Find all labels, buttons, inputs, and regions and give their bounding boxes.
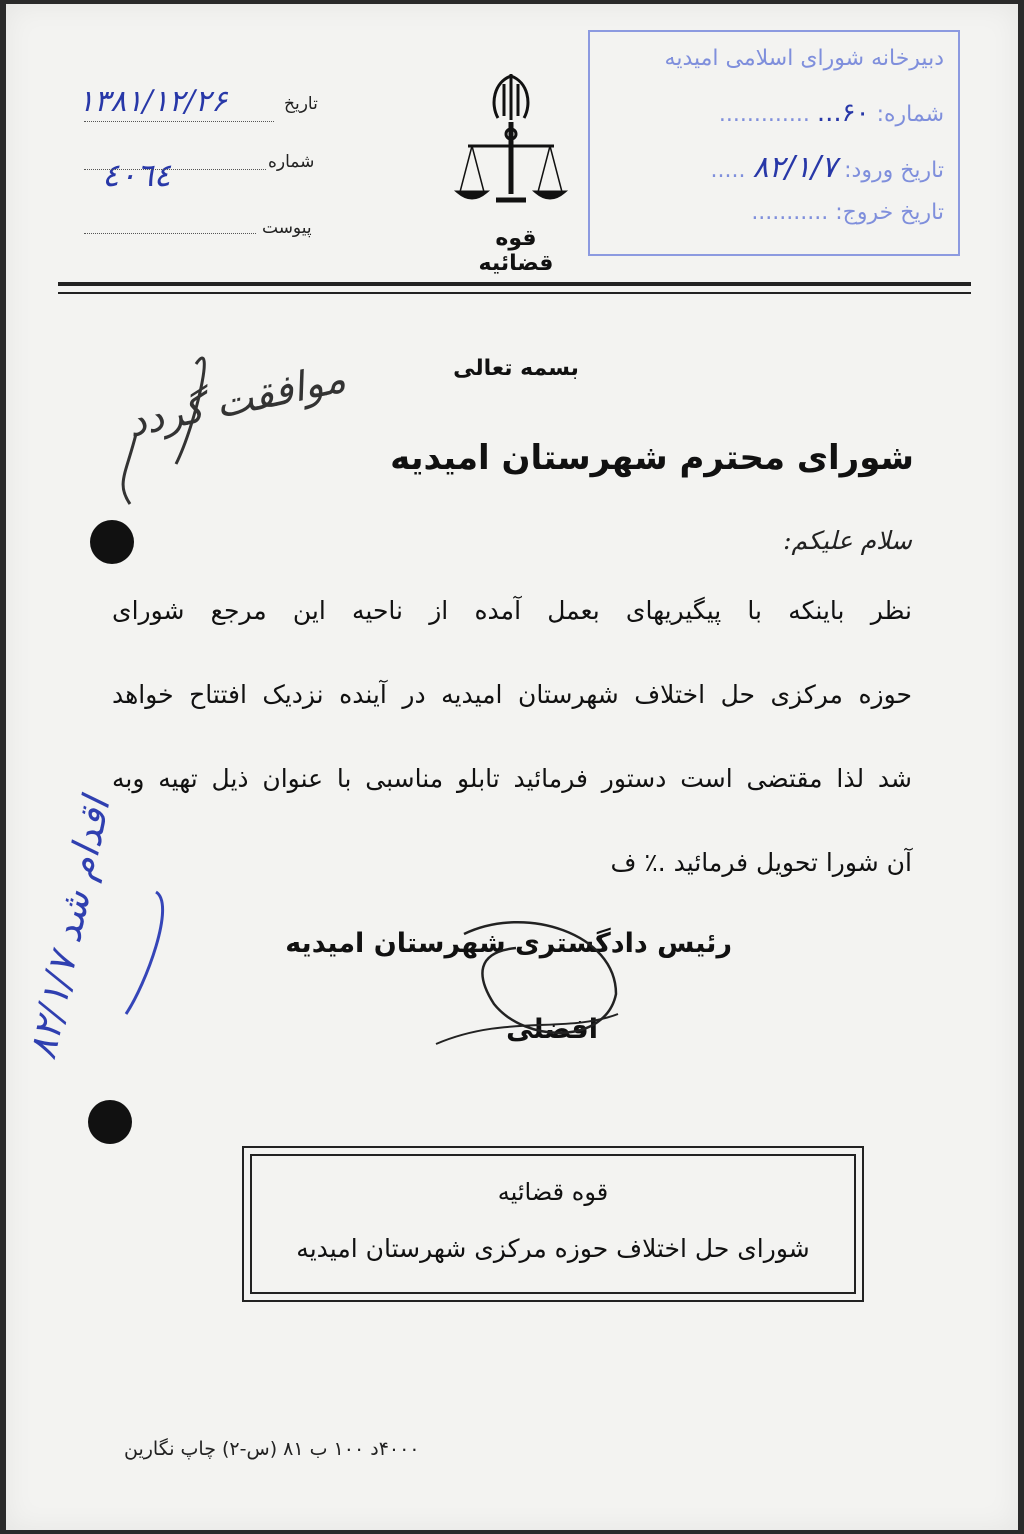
letter-page [6,4,1018,1530]
stamp-number-label: شماره: [876,102,944,127]
body-line: آن شورا تحویل فرمائید .٪ ف [610,848,912,877]
bismillah: بسمه تعالی [453,356,579,381]
secretariat-stamp [588,30,960,256]
sign-box-line1: قوه قضائیه [497,1178,609,1206]
header-divider-thick [58,282,971,286]
stamp-exit-row: تاریخ خروج: ........... [751,200,944,225]
print-footer: ۴۰۰۰د ۱۰۰ ب ۸۱ (س-۲) چاپ نگارین [124,1438,420,1460]
number-label: شماره [268,152,315,172]
punch-hole [90,520,134,564]
stamp-exit-label: تاریخ خروج: [835,200,944,225]
attachment-label: پیوست [262,218,312,238]
signature-name: افضلی [506,1014,598,1045]
sign-text-box [242,1146,864,1302]
stamp-number-row: شماره: ۶۰... ............. [718,98,944,128]
header-divider-thin [58,292,971,294]
date-value: ۱۳۸۱/۱۲/۲۶ [78,84,228,119]
stamp-entry-label: تاریخ ورود: [844,158,944,183]
signature-title: رئیس دادگستری شهرستان امیدیه [285,928,732,959]
margin-note-action: اقدام شد ۸۲/۱/۷ [20,793,119,1064]
margin-note-approval: موافقت گردد [123,355,350,447]
salutation: سلام علیکم: [783,526,912,555]
emblem-caption: قوه قضائیه [478,226,554,276]
recipient-heading: شورای محترم شهرستان امیدیه [390,438,914,478]
stamp-entry-row: تاریخ ورود: ۸۲/۱/۷ ..... [710,150,944,185]
stamp-title: دبیرخانه شورای اسلامی امیدیه [664,46,944,71]
number-value: ٤٠٦٤ [102,156,171,194]
body-line: نظر باینکه با پیگیریهای بعمل آمده از ناحیه این مرجع شورای [112,596,912,625]
stamp-number-value: ۶۰... [816,98,870,128]
date-label: تاریخ [284,94,318,114]
body-line: حوزه مرکزی حل اختلاف شهرستان امیدیه در آینده نزدیک افتتاح خواهد [112,680,912,709]
sign-text-box-inner [250,1154,856,1294]
punch-hole [88,1100,132,1144]
sign-box-line2: شورای حل اختلاف حوزه مرکزی شهرستان امیدیه [296,1234,810,1263]
body-line: شد لذا مقتضی است دستور فرمائید تابلو مناسبی با عنوان ذیل تهیه وبه [112,764,912,793]
stamp-entry-value: ۸۲/۱/۷ [752,150,838,185]
